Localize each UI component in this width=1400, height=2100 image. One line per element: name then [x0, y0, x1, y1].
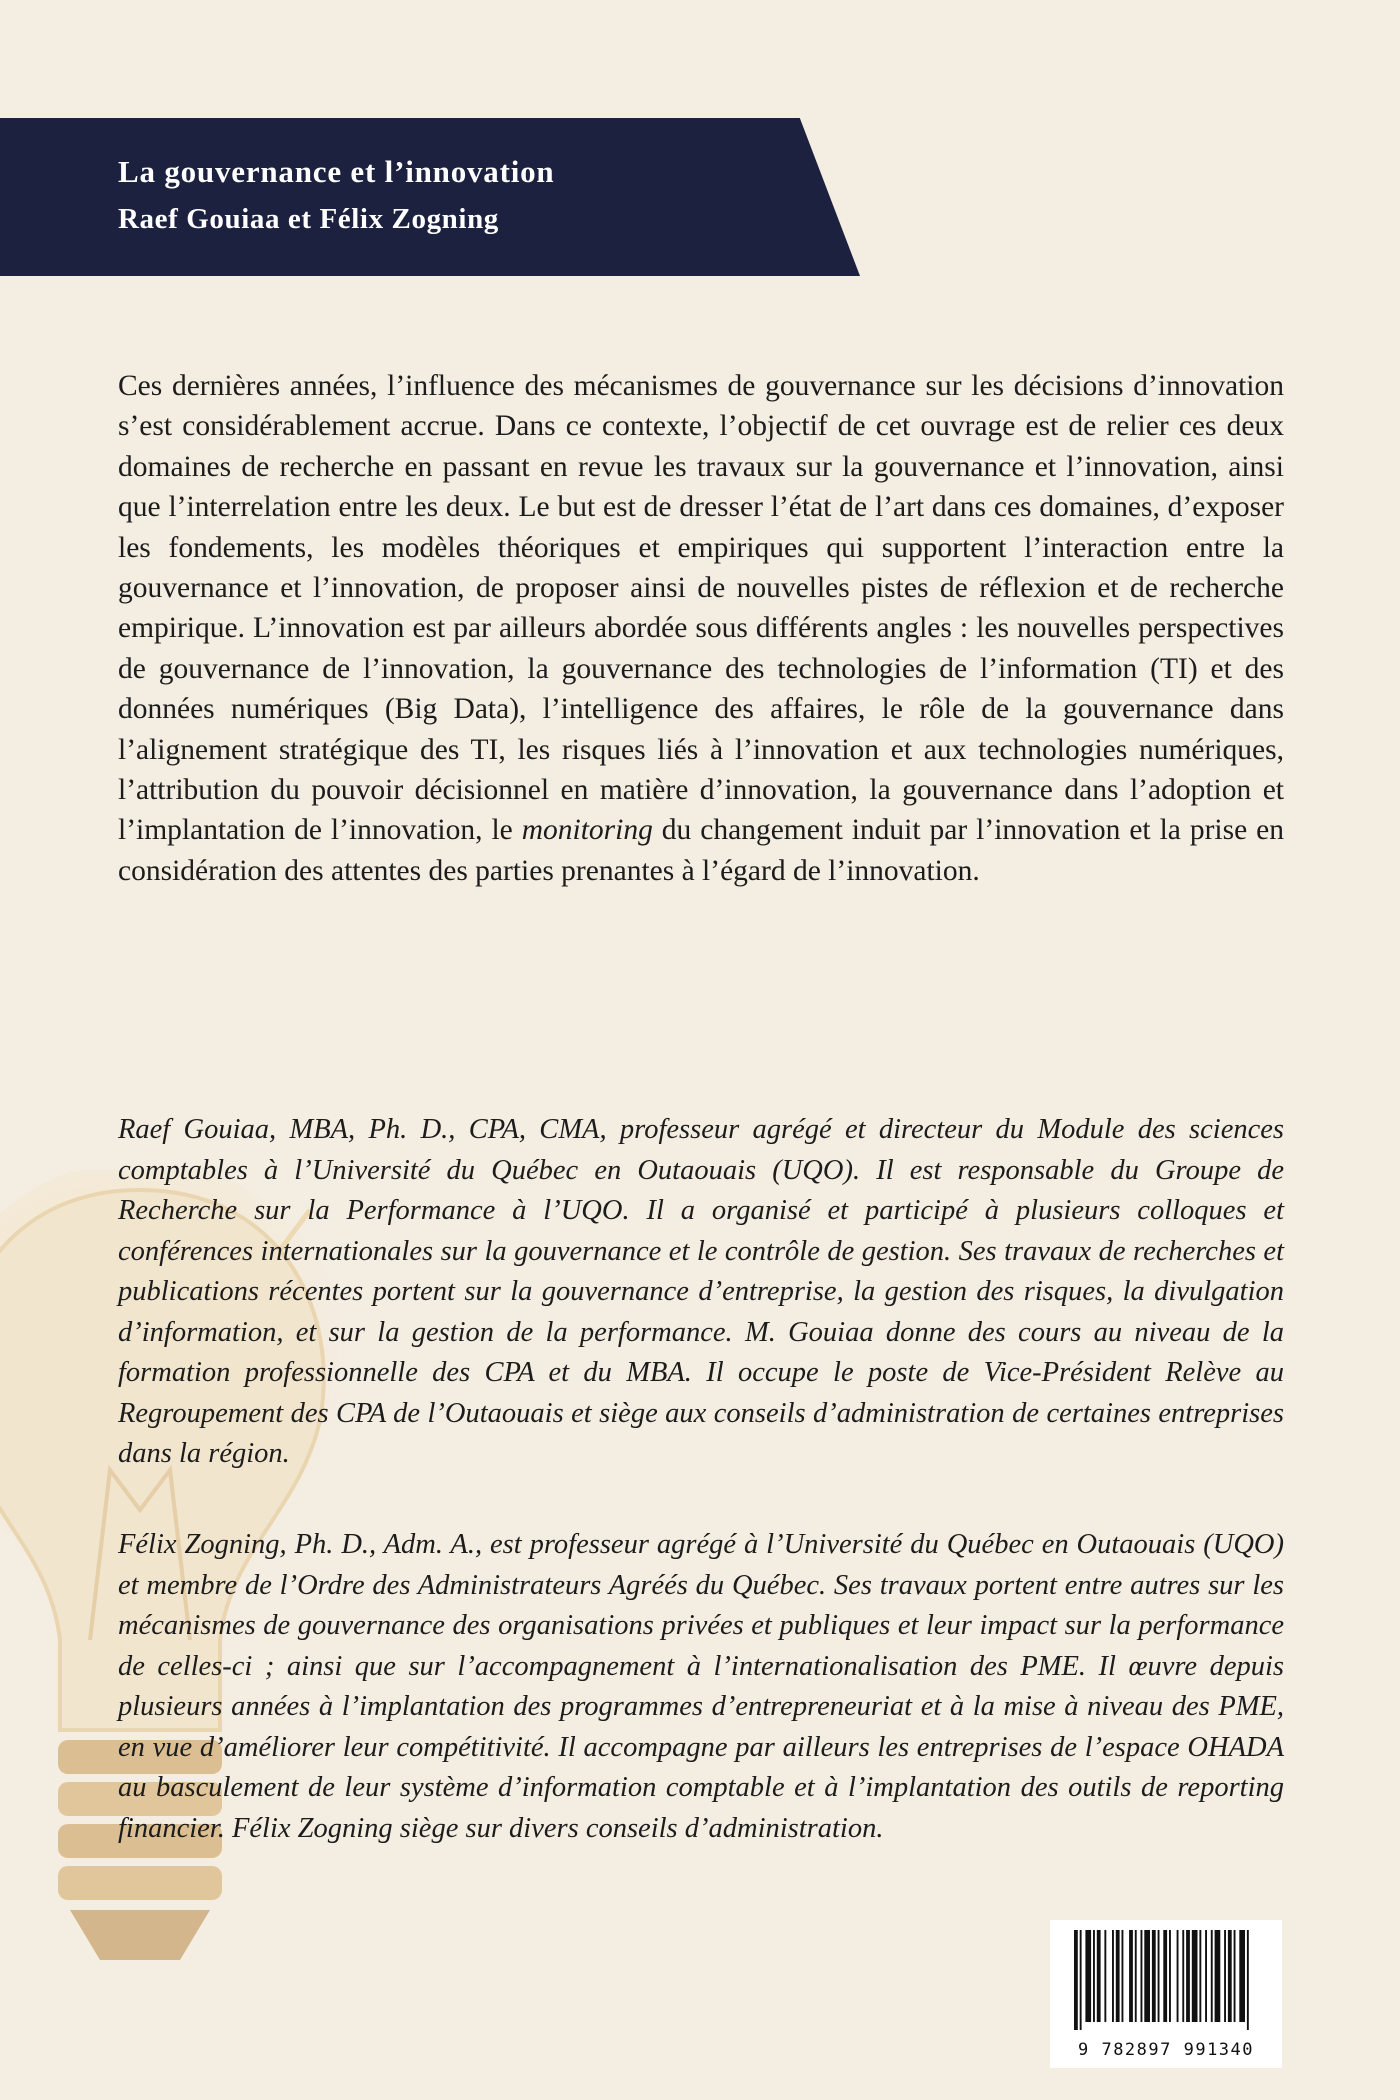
barcode-bar: [1158, 1930, 1160, 2022]
barcode-bar: [1247, 1930, 1249, 2030]
summary-text-part-2: du changement induit par l’innovation et la prise en considération des attentes des parties prenantes à l’égard de l’innovation.: [118, 814, 1284, 887]
title-banner: [0, 118, 860, 276]
barcode-bar: [1228, 1930, 1232, 2022]
barcode-bar: [1152, 1930, 1156, 2022]
barcode-bar: [1169, 1930, 1171, 2022]
author-bio-gouiaa: Raef Gouiaa, MBA, Ph. D., CPA, CMA, professeur agrégé et directeur du Module des sciences comptables à l’Université du Québec en Outaouais (UQO). Il est responsable du Groupe de Recherche sur la Performance à l’UQO. Il a organisé et participé à plusieurs colloques et conférences internationales sur la gouvernance et le contrôle de gestion. Ses travaux de recherches et publications récentes portent sur la gouvernance d’entreprise, la gestion des risques, la divulgation d’information, et sur la gestion de la performance. M. Gouiaa donne des cours au niveau de la formation professionnelle des CPA et du MBA. Il occupe le poste de Vice-Président Relève au Regroupement des CPA de l’Outaouais et siège aux conseils d’administration de certaines entreprises dans la région.: [118, 1114, 1284, 1469]
barcode-bar: [1211, 1930, 1213, 2022]
barcode-bar: [1074, 1930, 1078, 2030]
barcode-bar: [1199, 1930, 1201, 2022]
barcode-bar: [1163, 1930, 1167, 2022]
barcode-bar: [1182, 1930, 1184, 2022]
barcode-bar: [1112, 1930, 1114, 2022]
barcode-bar: [1224, 1930, 1226, 2022]
barcode-bar: [1129, 1930, 1133, 2022]
barcode-bar: [1192, 1930, 1198, 2022]
barcode-bar: [1085, 1930, 1091, 2022]
book-authors: Raef Gouiaa et Félix Zogning: [118, 203, 499, 235]
barcode-bar: [1080, 1930, 1082, 2030]
barcode-bar: [1135, 1930, 1137, 2022]
author-bio-zogning: Félix Zogning, Ph. D., Adm. A., est professeur agrégé à l’Université du Québec en Outaouais (UQO) et membre de l’Ordre des Administrateurs Agréés du Québec. Ses travaux portent entre autres sur les mécanismes de gouvernance des organisations privées et publiques et leur impact sur la performance de celles-ci ; ainsi que sur l’accompagnement à l’internationalisation des PME. Il œuvre depuis plusieurs années à l’implantation des programmes d’entrepreneuriat et à la mise à niveau des PME, en vue d’améliorer leur compétitivité. Il accompagne par ailleurs les entreprises de l’espace OHADA au basculement de leur système d’information comptable et à l’implantation des outils de reporting financier. Félix Zogning siège sur divers conseils d’administration.: [118, 1529, 1284, 1844]
barcode-bar: [1144, 1930, 1150, 2022]
book-title: La gouvernance et l’innovation: [118, 154, 555, 189]
barcode-bar: [1116, 1930, 1120, 2022]
isbn-barcode: [1050, 1920, 1282, 2068]
barcode-bar: [1177, 1930, 1179, 2022]
barcode-bar: [1215, 1930, 1221, 2022]
barcode-bar: [1141, 1930, 1143, 2022]
barcode-bar: [1097, 1930, 1101, 2022]
barcode-bar: [1186, 1930, 1190, 2022]
barcode-bar: [1104, 1930, 1106, 2022]
summary-emphasis: monitoring: [521, 814, 653, 847]
isbn-digits: 9 782897 991340: [1077, 2040, 1255, 2060]
barcode-bar: [1093, 1930, 1095, 2022]
summary-text-part-1: Ces dernières années, l’influence des mécanismes de gouvernance sur les décisions d’innovation s’est considérablement accrue. Dans ce contexte, l’objectif de cet ouvrage est de relier ces deux domaines de recherche en passant en revue les travaux sur la gouvernance et l’innovation, ainsi que l’interrelation entre les deux. Le but est de dresser l’état de l’art dans ces domaines, d’exposer les fondements, les modèles théoriques et empiriques qui supportent l’interaction entre la gouvernance et l’innovation, de proposer ainsi de nouvelles pistes de réflexion et de recherche empirique. L’innovation est par ailleurs abordée sous différents angles : les nouvelles perspectives de gouvernance de l’innovation, la gouvernance des technologies de l’information (TI) et des données numériques (Big Data), l’intelligence des affaires, le rôle de la gouvernance dans l’alignement stratégique des TI, les risques liés à l’innovation et aux technologies numériques, l’attribution du pouvoir décisionnel en matière d’innovation, la gouvernance dans l’adoption et l’implantation de l’innovation, le: [118, 370, 1284, 847]
book-summary: [118, 366, 1284, 891]
barcode-bar: [1234, 1930, 1236, 2022]
barcode-bar: [1122, 1930, 1124, 2022]
barcode-bar: [1239, 1930, 1245, 2022]
barcode-bar: [1205, 1930, 1207, 2022]
barcode-bars: [1060, 1930, 1272, 2030]
